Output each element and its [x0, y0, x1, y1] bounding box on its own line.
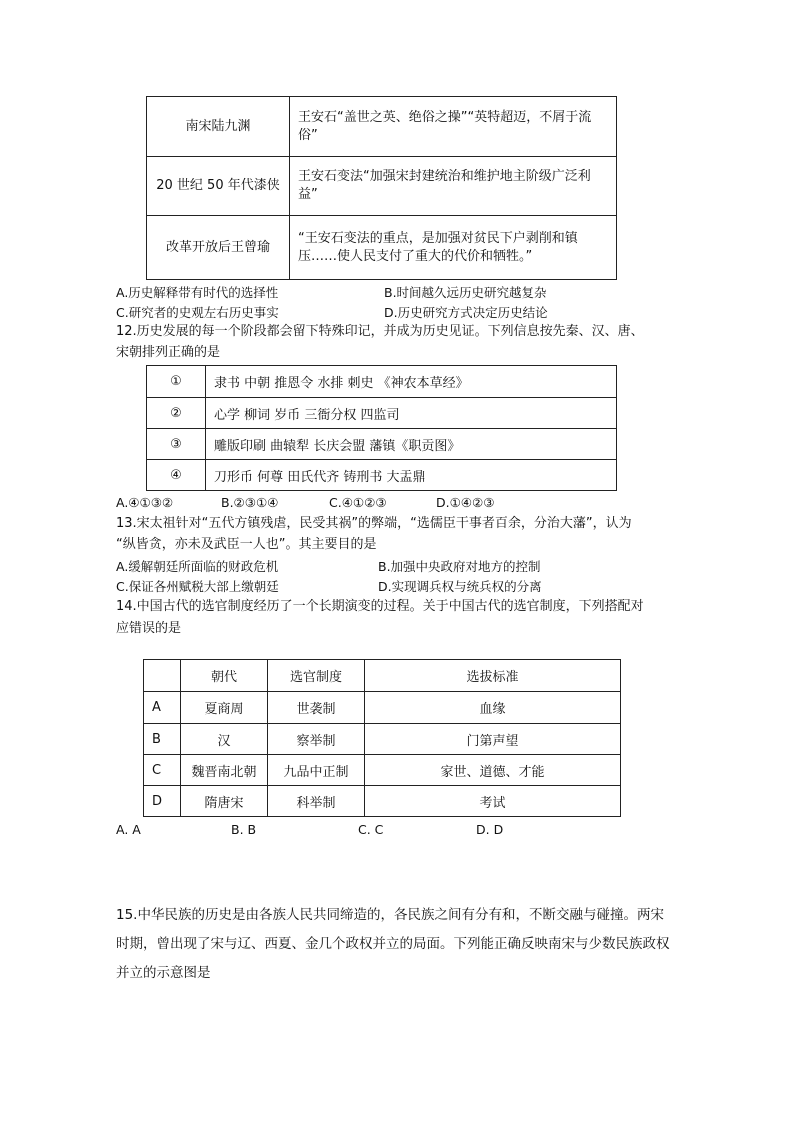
option-b: B. B	[231, 822, 257, 837]
table-cell: 世袭制	[268, 692, 365, 724]
option-d: D.①④②③	[436, 495, 495, 510]
option-a: A.历史解释带有时代的选择性	[116, 285, 279, 300]
table-cell: 科举制	[268, 786, 365, 817]
question-stem: 宋朝排列正确的是	[116, 345, 221, 360]
table-cell: 改革开放后王曾瑜	[147, 216, 290, 280]
question-stem: “纵皆贪，亦未及武臣一人也”。其主要目的是	[116, 537, 377, 552]
option-c: C.保证各州赋税大部上缴朝廷	[116, 579, 279, 594]
row-number: ①	[147, 366, 206, 398]
table-row	[147, 429, 617, 460]
option-d: D.历史研究方式决定历史结论	[384, 305, 548, 320]
table-row	[147, 157, 617, 216]
table-cell: “王安石变法的重点，是加强对贫民下户剥削和镇压……使人民支付了重大的代价和牺牲。”	[290, 216, 617, 280]
question-stem: 应错误的是	[116, 621, 182, 636]
table-cell: 雕版印刷 曲辕犁 长庆会盟 藩镇《职贡图》	[206, 429, 617, 460]
question-stem: 12.历史发展的每一个阶段都会留下特殊印记，并成为历史见证。下列信息按先秦、汉、唐、	[116, 324, 644, 339]
table-cell: 南宋陆九渊	[147, 97, 290, 157]
table-cell: 刀形币 何尊 田氏代齐 铸刑书 大盂鼎	[206, 460, 617, 491]
table-cell: 家世、道德、才能	[365, 755, 621, 786]
table-cell: 察举制	[268, 724, 365, 755]
table-cell: 九品中正制	[268, 755, 365, 786]
table-row	[144, 786, 621, 817]
option-a: A.④①③②	[116, 495, 174, 510]
table-cell: 汉	[181, 724, 268, 755]
table-row	[144, 724, 621, 755]
table-row	[147, 398, 617, 429]
table-row	[144, 755, 621, 786]
table-row	[147, 97, 617, 157]
table-row	[147, 366, 617, 398]
table-cell: B	[144, 724, 181, 755]
option-b: B.加强中央政府对地方的控制	[378, 559, 541, 574]
question-stem: 13.宋太祖针对“五代方镇残虐，民受其祸”的弊端，“选儒臣干事者百余，分治大藩”，认为	[116, 516, 632, 531]
option-c: C.④①②③	[329, 495, 387, 510]
table-row	[147, 216, 617, 280]
question-stem: 时期，曾出现了宋与辽、西夏、金几个政权并立的局面。下列能正确反映南宋与少数民族政权	[116, 936, 670, 952]
question-stem: 并立的示意图是	[116, 965, 211, 981]
table-cell: 王安石“盖世之英、绝俗之操”“英特超迈，不屑于流俗”	[290, 97, 617, 157]
row-number: ④	[147, 460, 206, 491]
table-row	[144, 692, 621, 724]
column-header: 朝代	[181, 660, 268, 692]
option-c: C.研究者的史观左右历史事实	[116, 305, 279, 320]
option-a: A.缓解朝廷所面临的财政危机	[116, 559, 279, 574]
option-b: B.②③①④	[221, 495, 279, 510]
official-selection-table	[143, 659, 621, 817]
column-header: 选官制度	[268, 660, 365, 692]
option-a: A. A	[116, 822, 141, 837]
question-stem: 15.中华民族的历史是由各族人民共同缔造的，各民族之间有分有和，不断交融与碰撞。两宋	[116, 907, 664, 923]
question-stem: 14.中国古代的选官制度经历了一个长期演变的过程。关于中国古代的选官制度，下列搭配对	[116, 599, 644, 614]
option-b: B.时间越久远历史研究越复杂	[384, 285, 547, 300]
table-cell: D	[144, 786, 181, 817]
table-cell: 魏晋南北朝	[181, 755, 268, 786]
table-cell: A	[144, 692, 181, 724]
row-number: ②	[147, 398, 206, 429]
table-cell: 夏商周	[181, 692, 268, 724]
table-cell: 血缘	[365, 692, 621, 724]
table-cell: 门第声望	[365, 724, 621, 755]
historian-views-table	[146, 96, 617, 280]
table-cell: 隶书 中朝 推恩令 水排 刺史 《神农本草经》	[206, 366, 617, 398]
table-cell: 隋唐宋	[181, 786, 268, 817]
table-cell: 20 世纪 50 年代漆侠	[147, 157, 290, 216]
option-d: D. D	[476, 822, 504, 837]
table-cell: C	[144, 755, 181, 786]
option-d: D.实现调兵权与统兵权的分离	[378, 579, 542, 594]
table-row	[147, 460, 617, 491]
column-header	[144, 660, 181, 692]
row-number: ③	[147, 429, 206, 460]
table-cell: 心学 柳词 岁币 三衙分权 四监司	[206, 398, 617, 429]
table-header-row	[144, 660, 621, 692]
dynasty-info-table	[146, 365, 617, 491]
option-c: C. C	[358, 822, 384, 837]
table-cell: 考试	[365, 786, 621, 817]
table-cell: 王安石变法“加强宋封建统治和维护地主阶级广泛利益”	[290, 157, 617, 216]
column-header: 选拔标准	[365, 660, 621, 692]
